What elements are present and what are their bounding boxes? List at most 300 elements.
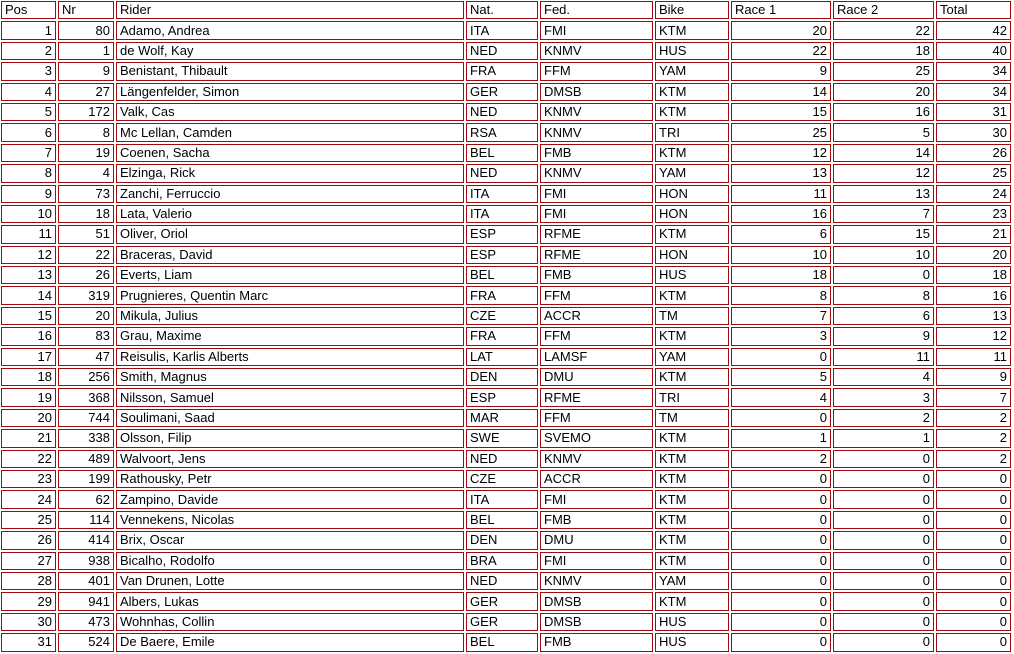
cell-pos: 21 (1, 429, 56, 447)
table-row (1, 62, 1011, 80)
cell-fed: KNMV (540, 572, 653, 590)
table-row (1, 633, 1011, 651)
cell-pos: 28 (1, 572, 56, 590)
cell-total: 23 (936, 205, 1011, 223)
cell-total: 18 (936, 266, 1011, 284)
cell-nr: 51 (58, 225, 114, 243)
cell-race2: 13 (833, 185, 934, 203)
cell-nr: 368 (58, 388, 114, 406)
cell-race1: 25 (731, 123, 831, 141)
cell-rider: Elzinga, Rick (116, 164, 464, 182)
table-row (1, 42, 1011, 60)
cell-nr: 489 (58, 450, 114, 468)
cell-rider: Olsson, Filip (116, 429, 464, 447)
cell-pos: 23 (1, 470, 56, 488)
cell-rider: Wohnhas, Collin (116, 613, 464, 631)
cell-pos: 12 (1, 246, 56, 264)
cell-pos: 29 (1, 592, 56, 610)
cell-nat: ESP (466, 388, 538, 406)
cell-nat: FRA (466, 327, 538, 345)
cell-nat: BEL (466, 633, 538, 651)
cell-race1: 15 (731, 103, 831, 121)
cell-rider: Prugnieres, Quentin Marc (116, 286, 464, 304)
cell-race2: 0 (833, 531, 934, 549)
cell-race2: 0 (833, 592, 934, 610)
cell-race1: 0 (731, 470, 831, 488)
table-row (1, 21, 1011, 39)
table-row (1, 531, 1011, 549)
cell-pos: 20 (1, 409, 56, 427)
cell-rider: Mc Lellan, Camden (116, 123, 464, 141)
cell-nr: 199 (58, 470, 114, 488)
cell-bike: HUS (655, 613, 729, 631)
cell-race1: 13 (731, 164, 831, 182)
cell-total: 2 (936, 409, 1011, 427)
cell-bike: KTM (655, 429, 729, 447)
cell-rider: Oliver, Oriol (116, 225, 464, 243)
table-row (1, 144, 1011, 162)
cell-bike: YAM (655, 164, 729, 182)
cell-rider: Valk, Cas (116, 103, 464, 121)
cell-race1: 7 (731, 307, 831, 325)
cell-fed: FMI (540, 552, 653, 570)
cell-rider: Vennekens, Nicolas (116, 511, 464, 529)
cell-bike: HON (655, 246, 729, 264)
cell-total: 21 (936, 225, 1011, 243)
cell-rider: Reisulis, Karlis Alberts (116, 348, 464, 366)
cell-rider: Braceras, David (116, 246, 464, 264)
cell-bike: YAM (655, 62, 729, 80)
cell-race1: 2 (731, 450, 831, 468)
cell-bike: KTM (655, 83, 729, 101)
cell-fed: FMB (540, 633, 653, 651)
cell-rider: De Baere, Emile (116, 633, 464, 651)
cell-total: 0 (936, 633, 1011, 651)
cell-pos: 26 (1, 531, 56, 549)
cell-fed: FMB (540, 511, 653, 529)
table-row (1, 286, 1011, 304)
cell-bike: KTM (655, 286, 729, 304)
cell-race1: 0 (731, 511, 831, 529)
cell-nat: BEL (466, 144, 538, 162)
cell-fed: DMSB (540, 613, 653, 631)
cell-rider: Rathousky, Petr (116, 470, 464, 488)
cell-race2: 25 (833, 62, 934, 80)
cell-fed: LAMSF (540, 348, 653, 366)
column-header-bike: Bike (655, 1, 729, 19)
cell-nr: 19 (58, 144, 114, 162)
table-row (1, 83, 1011, 101)
cell-total: 20 (936, 246, 1011, 264)
cell-nat: CZE (466, 470, 538, 488)
cell-race2: 0 (833, 633, 934, 651)
cell-pos: 11 (1, 225, 56, 243)
cell-race2: 10 (833, 246, 934, 264)
cell-pos: 1 (1, 21, 56, 39)
cell-bike: TM (655, 409, 729, 427)
table-row (1, 592, 1011, 610)
cell-rider: Lata, Valerio (116, 205, 464, 223)
cell-total: 13 (936, 307, 1011, 325)
cell-pos: 6 (1, 123, 56, 141)
cell-race2: 0 (833, 552, 934, 570)
cell-race1: 0 (731, 592, 831, 610)
table-row (1, 205, 1011, 223)
cell-pos: 4 (1, 83, 56, 101)
cell-race1: 0 (731, 531, 831, 549)
cell-race1: 6 (731, 225, 831, 243)
cell-race1: 12 (731, 144, 831, 162)
cell-race2: 6 (833, 307, 934, 325)
cell-total: 0 (936, 592, 1011, 610)
cell-total: 9 (936, 368, 1011, 386)
cell-nr: 62 (58, 490, 114, 508)
cell-pos: 3 (1, 62, 56, 80)
column-header-pos: Pos (1, 1, 56, 19)
cell-nr: 524 (58, 633, 114, 651)
cell-race2: 11 (833, 348, 934, 366)
cell-nr: 4 (58, 164, 114, 182)
cell-nr: 414 (58, 531, 114, 549)
cell-total: 12 (936, 327, 1011, 345)
cell-rider: Grau, Maxime (116, 327, 464, 345)
cell-nr: 473 (58, 613, 114, 631)
cell-race1: 10 (731, 246, 831, 264)
cell-race2: 0 (833, 450, 934, 468)
cell-nr: 73 (58, 185, 114, 203)
cell-rider: Everts, Liam (116, 266, 464, 284)
cell-rider: Nilsson, Samuel (116, 388, 464, 406)
results-body (1, 21, 1011, 651)
cell-total: 34 (936, 62, 1011, 80)
cell-rider: Walvoort, Jens (116, 450, 464, 468)
table-row (1, 613, 1011, 631)
cell-rider: Bicalho, Rodolfo (116, 552, 464, 570)
cell-race2: 2 (833, 409, 934, 427)
cell-fed: FFM (540, 62, 653, 80)
cell-race1: 0 (731, 490, 831, 508)
cell-race1: 0 (731, 552, 831, 570)
cell-nat: ITA (466, 185, 538, 203)
cell-bike: TM (655, 307, 729, 325)
header-row (1, 1, 1011, 19)
cell-nr: 80 (58, 21, 114, 39)
cell-total: 40 (936, 42, 1011, 60)
cell-rider: Smith, Magnus (116, 368, 464, 386)
cell-nat: NED (466, 103, 538, 121)
table-row (1, 450, 1011, 468)
cell-nat: NED (466, 164, 538, 182)
cell-nat: DEN (466, 531, 538, 549)
cell-bike: HUS (655, 633, 729, 651)
cell-bike: KTM (655, 511, 729, 529)
cell-nr: 18 (58, 205, 114, 223)
cell-race2: 16 (833, 103, 934, 121)
cell-nat: CZE (466, 307, 538, 325)
cell-pos: 2 (1, 42, 56, 60)
cell-nr: 22 (58, 246, 114, 264)
cell-race2: 0 (833, 266, 934, 284)
cell-pos: 8 (1, 164, 56, 182)
cell-race2: 14 (833, 144, 934, 162)
cell-nr: 401 (58, 572, 114, 590)
cell-race2: 4 (833, 368, 934, 386)
cell-rider: Brix, Oscar (116, 531, 464, 549)
cell-bike: HUS (655, 42, 729, 60)
cell-fed: RFME (540, 225, 653, 243)
cell-bike: HON (655, 185, 729, 203)
cell-race2: 22 (833, 21, 934, 39)
cell-race1: 0 (731, 613, 831, 631)
table-row (1, 327, 1011, 345)
cell-rider: Van Drunen, Lotte (116, 572, 464, 590)
table-row (1, 348, 1011, 366)
cell-pos: 16 (1, 327, 56, 345)
cell-bike: YAM (655, 572, 729, 590)
table-row (1, 164, 1011, 182)
cell-nr: 172 (58, 103, 114, 121)
column-header-race2: Race 2 (833, 1, 934, 19)
cell-total: 0 (936, 552, 1011, 570)
cell-nat: BEL (466, 511, 538, 529)
cell-nat: GER (466, 83, 538, 101)
cell-nr: 8 (58, 123, 114, 141)
cell-nr: 338 (58, 429, 114, 447)
cell-nr: 83 (58, 327, 114, 345)
cell-nat: FRA (466, 286, 538, 304)
column-header-total: Total (936, 1, 1011, 19)
cell-nr: 27 (58, 83, 114, 101)
cell-bike: KTM (655, 103, 729, 121)
table-row (1, 429, 1011, 447)
cell-nat: FRA (466, 62, 538, 80)
cell-rider: de Wolf, Kay (116, 42, 464, 60)
table-row (1, 368, 1011, 386)
cell-bike: KTM (655, 490, 729, 508)
cell-bike: KTM (655, 531, 729, 549)
column-header-rider: Rider (116, 1, 464, 19)
cell-pos: 15 (1, 307, 56, 325)
cell-race1: 16 (731, 205, 831, 223)
cell-race1: 8 (731, 286, 831, 304)
cell-race2: 0 (833, 613, 934, 631)
cell-rider: Albers, Lukas (116, 592, 464, 610)
cell-nr: 744 (58, 409, 114, 427)
cell-fed: KNMV (540, 123, 653, 141)
cell-total: 26 (936, 144, 1011, 162)
table-row (1, 246, 1011, 264)
cell-fed: ACCR (540, 470, 653, 488)
cell-race2: 0 (833, 470, 934, 488)
cell-nat: ESP (466, 246, 538, 264)
cell-nat: MAR (466, 409, 538, 427)
cell-fed: DMSB (540, 592, 653, 610)
cell-bike: KTM (655, 225, 729, 243)
cell-nat: ITA (466, 205, 538, 223)
column-header-nat: Nat. (466, 1, 538, 19)
cell-fed: FFM (540, 409, 653, 427)
cell-bike: KTM (655, 450, 729, 468)
cell-rider: Zanchi, Ferruccio (116, 185, 464, 203)
cell-fed: KNMV (540, 450, 653, 468)
cell-race1: 20 (731, 21, 831, 39)
cell-nr: 114 (58, 511, 114, 529)
cell-nat: SWE (466, 429, 538, 447)
cell-race2: 12 (833, 164, 934, 182)
cell-bike: HON (655, 205, 729, 223)
cell-fed: RFME (540, 246, 653, 264)
cell-nr: 941 (58, 592, 114, 610)
cell-fed: FMI (540, 21, 653, 39)
cell-nr: 20 (58, 307, 114, 325)
cell-total: 34 (936, 83, 1011, 101)
cell-fed: KNMV (540, 42, 653, 60)
cell-race2: 9 (833, 327, 934, 345)
cell-race2: 3 (833, 388, 934, 406)
cell-nat: NED (466, 42, 538, 60)
cell-nat: NED (466, 450, 538, 468)
cell-race2: 7 (833, 205, 934, 223)
cell-race1: 0 (731, 633, 831, 651)
cell-race1: 0 (731, 409, 831, 427)
cell-race2: 1 (833, 429, 934, 447)
cell-fed: ACCR (540, 307, 653, 325)
cell-bike: HUS (655, 266, 729, 284)
cell-bike: KTM (655, 470, 729, 488)
cell-nr: 1 (58, 42, 114, 60)
cell-fed: FMB (540, 144, 653, 162)
cell-race2: 18 (833, 42, 934, 60)
cell-nat: ITA (466, 490, 538, 508)
cell-fed: KNMV (540, 103, 653, 121)
cell-pos: 5 (1, 103, 56, 121)
cell-rider: Coenen, Sacha (116, 144, 464, 162)
table-row (1, 388, 1011, 406)
cell-total: 2 (936, 429, 1011, 447)
cell-race1: 4 (731, 388, 831, 406)
table-row (1, 490, 1011, 508)
cell-race1: 3 (731, 327, 831, 345)
cell-rider: Adamo, Andrea (116, 21, 464, 39)
column-header-race1: Race 1 (731, 1, 831, 19)
cell-total: 0 (936, 490, 1011, 508)
cell-nat: BRA (466, 552, 538, 570)
cell-pos: 17 (1, 348, 56, 366)
cell-pos: 18 (1, 368, 56, 386)
cell-total: 7 (936, 388, 1011, 406)
cell-pos: 10 (1, 205, 56, 223)
cell-bike: KTM (655, 327, 729, 345)
cell-race2: 20 (833, 83, 934, 101)
cell-bike: TRI (655, 388, 729, 406)
cell-bike: KTM (655, 144, 729, 162)
cell-race1: 14 (731, 83, 831, 101)
cell-pos: 13 (1, 266, 56, 284)
cell-total: 24 (936, 185, 1011, 203)
cell-bike: KTM (655, 21, 729, 39)
cell-pos: 14 (1, 286, 56, 304)
cell-pos: 31 (1, 633, 56, 651)
cell-bike: TRI (655, 123, 729, 141)
cell-nr: 47 (58, 348, 114, 366)
cell-nr: 319 (58, 286, 114, 304)
cell-pos: 27 (1, 552, 56, 570)
cell-fed: FMI (540, 205, 653, 223)
cell-race1: 5 (731, 368, 831, 386)
cell-nat: DEN (466, 368, 538, 386)
cell-nat: NED (466, 572, 538, 590)
cell-total: 16 (936, 286, 1011, 304)
cell-pos: 22 (1, 450, 56, 468)
cell-pos: 25 (1, 511, 56, 529)
table-row (1, 470, 1011, 488)
cell-race1: 0 (731, 348, 831, 366)
cell-fed: SVEMO (540, 429, 653, 447)
cell-fed: DMU (540, 368, 653, 386)
cell-total: 42 (936, 21, 1011, 39)
cell-total: 31 (936, 103, 1011, 121)
cell-nat: GER (466, 613, 538, 631)
cell-bike: KTM (655, 368, 729, 386)
cell-rider: Mikula, Julius (116, 307, 464, 325)
table-row (1, 307, 1011, 325)
table-row (1, 266, 1011, 284)
cell-nr: 26 (58, 266, 114, 284)
cell-race1: 11 (731, 185, 831, 203)
cell-race1: 0 (731, 572, 831, 590)
cell-race1: 9 (731, 62, 831, 80)
cell-fed: FMB (540, 266, 653, 284)
cell-bike: KTM (655, 552, 729, 570)
cell-pos: 24 (1, 490, 56, 508)
cell-total: 2 (936, 450, 1011, 468)
cell-bike: KTM (655, 592, 729, 610)
cell-nr: 9 (58, 62, 114, 80)
cell-total: 25 (936, 164, 1011, 182)
cell-fed: FMI (540, 185, 653, 203)
cell-race1: 18 (731, 266, 831, 284)
cell-total: 0 (936, 470, 1011, 488)
cell-race2: 0 (833, 511, 934, 529)
cell-race2: 0 (833, 490, 934, 508)
cell-rider: Soulimani, Saad (116, 409, 464, 427)
table-row (1, 123, 1011, 141)
cell-fed: DMU (540, 531, 653, 549)
cell-total: 30 (936, 123, 1011, 141)
cell-nr: 938 (58, 552, 114, 570)
cell-nat: LAT (466, 348, 538, 366)
table-row (1, 103, 1011, 121)
cell-pos: 30 (1, 613, 56, 631)
cell-total: 0 (936, 531, 1011, 549)
cell-fed: KNMV (540, 164, 653, 182)
cell-total: 0 (936, 613, 1011, 631)
cell-nat: ESP (466, 225, 538, 243)
table-row (1, 225, 1011, 243)
cell-race1: 1 (731, 429, 831, 447)
cell-nat: ITA (466, 21, 538, 39)
cell-fed: FFM (540, 327, 653, 345)
cell-race1: 22 (731, 42, 831, 60)
cell-race2: 5 (833, 123, 934, 141)
cell-pos: 9 (1, 185, 56, 203)
column-header-fed: Fed. (540, 1, 653, 19)
cell-nat: BEL (466, 266, 538, 284)
table-row (1, 409, 1011, 427)
cell-nat: RSA (466, 123, 538, 141)
cell-nat: GER (466, 592, 538, 610)
cell-pos: 19 (1, 388, 56, 406)
